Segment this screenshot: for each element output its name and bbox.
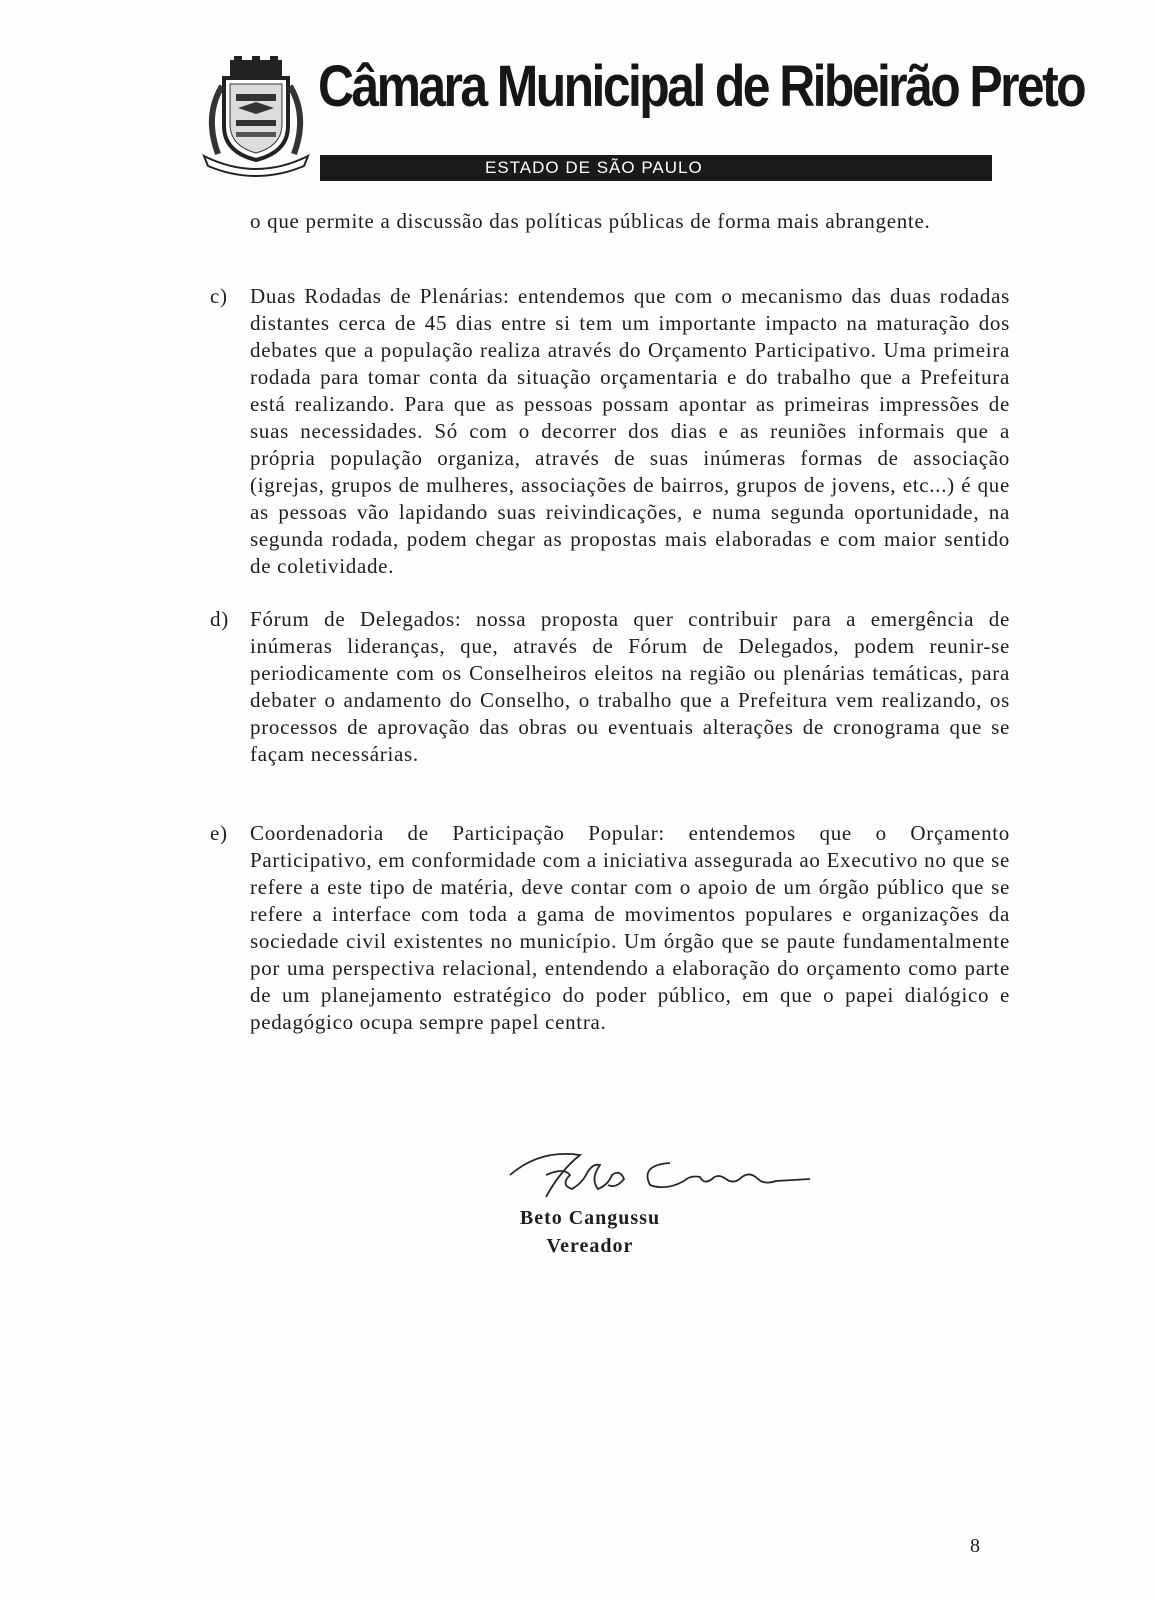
signer-role: Vereador xyxy=(546,1235,634,1257)
list-item xyxy=(210,283,1010,580)
item-text: Coordenadoria de Participação Popular: entendemos que o Orçamento Participativo, em conformidade com a iniciativa assegurada ao Executivo no que se refere a este tipo de matéria, deve contar com o apoio de um órgão público que se refere a interface com toda a gama de movimentos populares e organizações da sociedade civil existentes no município. Um órgão que se paute fundamentalmente por uma perspectiva relacional, entendendo a elaboração do orçamento como parte de um planejamento estratégico do poder público, em que o papei dialógico e pedagógico ocupa sempre papel centra. xyxy=(250,821,1010,1034)
continuation-paragraph: o que permite a discussão das políticas públicas de forma mais abrangente. xyxy=(250,209,931,233)
item-marker: e) xyxy=(210,821,228,845)
letterhead xyxy=(200,52,1085,182)
item-marker: c) xyxy=(210,284,228,308)
page-number: 8 xyxy=(970,1535,980,1557)
municipal-seal-icon xyxy=(200,56,312,180)
list-item xyxy=(210,606,1010,768)
item-text: Fórum de Delegados: nossa proposta quer contribuir para a emergência de inúmeras lideranças, que, através de Fórum de Delegados, podem reunir-se periodicamente com os Conselheiros eleitos na região ou plenárias temáticas, para debater o andamento do Conselho, o trabalho que a Prefeitura vem realizando, os processos de aprovação das obras ou eventuais alterações de cronograma que se façam necessárias. xyxy=(250,607,1010,766)
state-label: ESTADO DE SÃO PAULO xyxy=(485,158,703,177)
document-body xyxy=(210,208,1010,1036)
state-banner xyxy=(320,155,992,181)
signature-block xyxy=(500,1145,830,1265)
signer-name: Beto Cangussu xyxy=(519,1207,661,1229)
item-text: Duas Rodadas de Plenárias: entendemos que com o mecanismo das duas rodadas distantes cerca de 45 dias entre si tem um importante impacto na maturação dos debates que a população realiza através do Orçamento Participativo. Uma primeira rodada para tomar conta da situação orçamentaria e do trabalho que a Prefeitura está realizando. Para que as pessoas possam apontar as primeiras impressões de suas necessidades. Só com o decorrer dos dias e as reuniões informais que a própria população organiza, através de suas inúmeras formas de associação (igrejas, grupos de mulheres, associações de bairros, grupos de jovens, etc...) é que as pessoas vão lapidando suas reivindicações, e numa segunda oportunidade, na segunda rodada, podem chegar as propostas mais elaboradas e com maior sentido de coletividade. xyxy=(250,284,1010,578)
list-item xyxy=(210,820,1010,1036)
item-marker: d) xyxy=(210,607,229,631)
handwritten-signature xyxy=(500,1145,820,1207)
institution-name: Câmara Municipal de Ribeirão Preto xyxy=(318,54,1085,119)
